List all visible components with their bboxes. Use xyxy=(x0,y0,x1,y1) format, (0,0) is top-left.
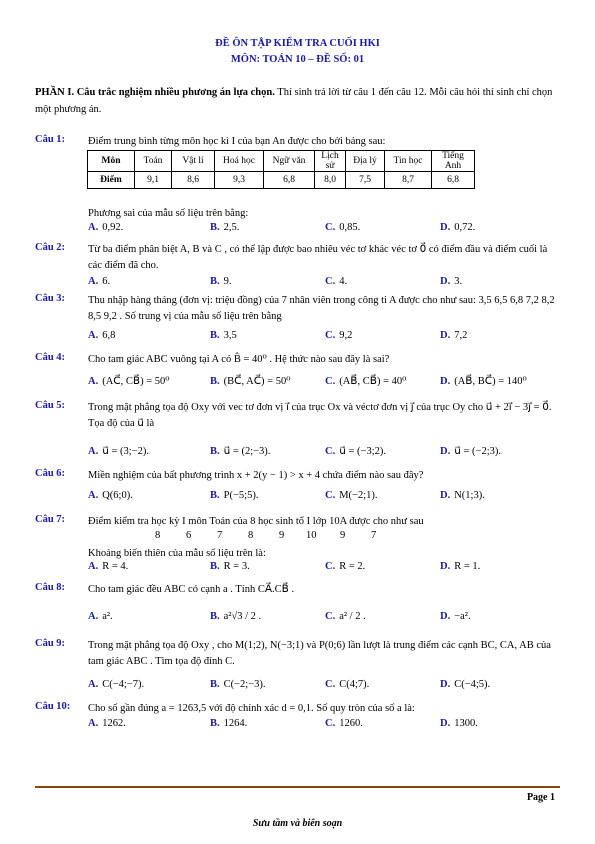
table-header: Môn xyxy=(88,151,135,172)
option-b[interactable]: B. 1264. xyxy=(210,718,248,729)
table-cell: 6,8 xyxy=(264,172,315,189)
data-value: 9 xyxy=(340,530,346,541)
question-text: Trong mặt phẳng tọa độ Oxy với vec tơ đơn vị i⃗ của trục Ox và véctơ đơn vị j⃗ của trục Oy cho u⃗ + 2i⃗ − 3j⃗ = 0⃗. Tọa độ của u⃗ là xyxy=(88,402,552,429)
option-c[interactable]: C. 1260. xyxy=(325,718,363,729)
option-c[interactable]: C. 0,85. xyxy=(325,222,361,233)
option-c[interactable]: C. a² / 2 . xyxy=(325,611,366,622)
question-text: Cho tam giác ABC vuông tại A có B̂ = 40⁰ . Hệ thức nào sau đây là sai? xyxy=(88,354,390,365)
footer-rule xyxy=(35,786,560,788)
table-header: Ngữ văn xyxy=(264,151,315,172)
option-d[interactable]: D. 1300. xyxy=(440,718,478,729)
footer-credit: Sưu tầm và biên soạn xyxy=(252,818,343,829)
table-header-row xyxy=(88,151,475,172)
option-a[interactable]: A. 6. xyxy=(88,276,111,287)
data-value: 7 xyxy=(371,530,377,541)
table-header: Địa lý xyxy=(346,151,385,172)
option-b[interactable]: B. C(−2;−3). xyxy=(210,679,266,690)
table-header: Tiếng Anh xyxy=(432,151,475,172)
option-b[interactable]: B. 3,5 xyxy=(210,330,237,341)
data-value: 7 xyxy=(217,530,223,541)
option-c[interactable]: C. u⃗ = (−3;2). xyxy=(325,446,387,457)
option-d[interactable]: D. −a². xyxy=(440,611,471,622)
table-header: Lịch sử xyxy=(315,151,346,172)
question-label: Câu 10: xyxy=(35,701,71,712)
option-d[interactable]: D. (AB⃗, BC⃗) = 140⁰ xyxy=(440,376,527,387)
option-a[interactable]: A. R = 4. xyxy=(88,561,129,572)
option-b[interactable]: B. a²√3 / 2 . xyxy=(210,611,262,622)
option-d[interactable]: D. R = 1. xyxy=(440,561,481,572)
table-header: Tin học xyxy=(385,151,432,172)
question-text: Cho số gần đúng a = 1263,5 với độ chính xác d = 0,1. Số quy tròn của số a là: xyxy=(88,703,415,714)
table-header: Vật lí xyxy=(172,151,215,172)
question-label: Câu 8: xyxy=(35,582,66,593)
table-cell: 8,6 xyxy=(172,172,215,189)
option-b[interactable]: B. u⃗ = (2;−3). xyxy=(210,446,271,457)
part1-instructions xyxy=(35,84,560,118)
table-header: Toán xyxy=(135,151,172,172)
question-text: Cho tam giác đều ABC có cạnh a . Tính CA⃗.CB⃗ . xyxy=(88,584,295,595)
option-d[interactable]: D. 0,72. xyxy=(440,222,476,233)
option-b[interactable]: B. (BC⃗, AC⃗) = 50⁰ xyxy=(210,376,291,387)
option-a[interactable]: A. C(−4;−7). xyxy=(88,679,145,690)
option-a[interactable]: A. u⃗ = (3;−2). xyxy=(88,446,150,457)
option-a[interactable]: A. 1262. xyxy=(88,718,126,729)
question-label: Câu 5: xyxy=(35,400,66,411)
table-header: Hoá học xyxy=(215,151,264,172)
option-d[interactable]: D. C(−4;5). xyxy=(440,679,491,690)
page-number: Page 1 xyxy=(526,792,555,803)
option-c[interactable]: C. R = 2. xyxy=(325,561,366,572)
data-value: 6 xyxy=(186,530,192,541)
question-label: Câu 3: xyxy=(35,293,66,304)
option-b[interactable]: B. 2,5. xyxy=(210,222,240,233)
option-a[interactable]: A. 0,92. xyxy=(88,222,124,233)
data-value: 8 xyxy=(248,530,254,541)
option-a[interactable]: A. 6,8 xyxy=(88,330,116,341)
question-label: Câu 2: xyxy=(35,242,66,253)
option-b[interactable]: B. P(−5;5). xyxy=(210,490,259,501)
part1-label: PHẦN I. Câu trắc nghiệm nhiều phương án lựa chọn. xyxy=(35,87,275,98)
option-c[interactable]: C. C(4;7). xyxy=(325,679,370,690)
option-c[interactable]: C. 4. xyxy=(325,276,348,287)
option-a[interactable]: A. (AC⃗, CB⃗) = 50⁰ xyxy=(88,376,170,387)
question-text: Khoảng biến thiên của mẫu số liệu trên là: xyxy=(88,548,266,559)
table-cell: Điểm xyxy=(88,172,135,189)
option-c[interactable]: C. 9,2 xyxy=(325,330,353,341)
option-a[interactable]: A. a². xyxy=(88,611,113,622)
option-d[interactable]: D. 3. xyxy=(440,276,463,287)
question-label: Câu 4: xyxy=(35,352,66,363)
data-value: 8 xyxy=(155,530,161,541)
question-label: Câu 9: xyxy=(35,638,66,649)
question-text: Từ ba điểm phân biệt A, B và C , có thể lập được bao nhiêu véc tơ khác véc tơ 0⃗ có điểm đầu và điểm cuối là các điểm đã cho. xyxy=(88,244,548,271)
option-a[interactable]: A. Q(6;0). xyxy=(88,490,133,501)
question-text: Trong mặt phẳng tọa độ Oxy , cho M(1;2), N(−3;1) và P(0;6) lần lượt là trung điểm các cạnh BC, CA, AB của tam giác ABC . Tìm tọa độ đỉnh C. xyxy=(88,640,551,667)
option-b[interactable]: B. R = 3. xyxy=(210,561,250,572)
option-d[interactable]: D. N(1;3). xyxy=(440,490,485,501)
table-cell: 8,7 xyxy=(385,172,432,189)
question-label: Câu 6: xyxy=(35,468,66,479)
data-value: 10 xyxy=(306,530,317,541)
option-c[interactable]: C. M(−2;1). xyxy=(325,490,378,501)
question-text: Phương sai của mẫu số liệu trên bằng: xyxy=(88,208,249,219)
option-d[interactable]: D. u⃗ = (−2;3). xyxy=(440,446,502,457)
question-text: Thu nhập hàng tháng (đơn vị: triệu đồng) của 7 nhân viên trong công ti A được cho như sau: 3,5 6,5 6,8 7,2 8,2 8,5 9,2 . Số trung vị của mẫu số liệu trên bằng xyxy=(88,295,555,322)
table-cell: 9,3 xyxy=(215,172,264,189)
scores-table xyxy=(87,150,475,189)
data-value: 9 xyxy=(279,530,285,541)
option-d[interactable]: D. 7,2 xyxy=(440,330,468,341)
table-cell: 7,5 xyxy=(346,172,385,189)
option-b[interactable]: B. 9. xyxy=(210,276,232,287)
part1-text: Thí sinh trả lời từ câu 1 đến câu 12. Mỗi câu hỏi thí sinh chỉ chọn một phương án. xyxy=(35,87,553,115)
table-cell: 9,1 xyxy=(135,172,172,189)
table-row xyxy=(88,172,475,189)
exam-title: ĐỀ ÔN TẬP KIỂM TRA CUỐI HKI xyxy=(215,38,380,49)
question-text: Miền nghiệm của bất phương trình x + 2(y − 1) > x + 4 chứa điểm nào sau đây? xyxy=(88,470,424,481)
question-text: Điểm trung bình từng môn học kì I của bạn An được cho bởi bảng sau: xyxy=(88,136,386,147)
option-c[interactable]: C. (AB⃗, CB⃗) = 40⁰ xyxy=(325,376,407,387)
question-text: Điểm kiểm tra học kỳ I môn Toán của 8 học sinh tổ I lớp 10A được cho như sau xyxy=(88,516,424,527)
exam-subtitle: MÔN: TOÁN 10 – ĐỀ SỐ: 01 xyxy=(230,54,365,65)
table-cell: 6,8 xyxy=(432,172,475,189)
question-label: Câu 1: xyxy=(35,134,66,145)
table-cell: 8,0 xyxy=(315,172,346,189)
question-label: Câu 7: xyxy=(35,514,66,525)
